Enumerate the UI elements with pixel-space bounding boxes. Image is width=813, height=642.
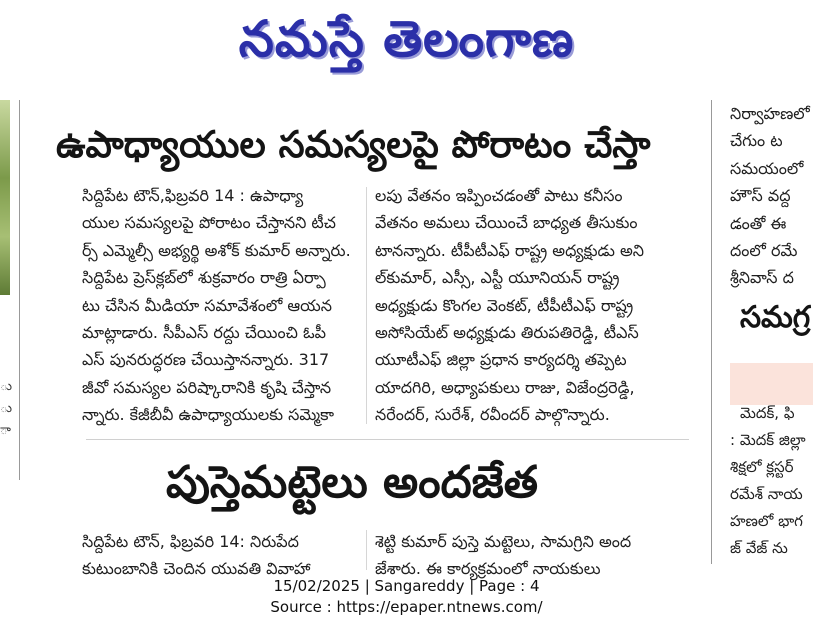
article-line: జ్ వేజ్ ను bbox=[730, 539, 788, 557]
left-photo-strip bbox=[0, 100, 10, 295]
article-line: యూటీఎఫ్ జిల్లా ప్రధాన కార్యదర్శి తప్పెట bbox=[375, 350, 627, 370]
article-line: అసోసియేట్ అధ్యక్షుడు తిరుపతిరెడ్డి, టీఎస్ bbox=[375, 323, 639, 343]
article-line: మాట్లాడారు. సీపీఎస్ రద్దు చేయించి ఓపీ bbox=[82, 323, 327, 343]
article-line: శిక్షలో క్లస్టర్ bbox=[730, 458, 794, 476]
edition-info: 15/02/2025 | Sangareddy | Page : 4 bbox=[273, 577, 540, 595]
article-line: టు చేసిన మీడియా సమావేశంలో ఆయన bbox=[82, 295, 332, 315]
article-line: అధ్యక్షుడు కొంగల వెంకట్, టీపీటీఎఫ్ రాష్ట్ర bbox=[375, 295, 634, 315]
column-divider bbox=[366, 530, 367, 570]
article2-headline: పుస్తెమట్టెలు అందజేత bbox=[166, 457, 539, 508]
column-divider bbox=[366, 187, 367, 424]
article-line: ల్‌కుమార్, ఎస్సీ, ఎస్టీ యూనియన్ రాష్ట్ర bbox=[375, 268, 620, 288]
article-line: వేతనం అమలు చేయించే బాధ్యత తీసుకుం bbox=[375, 213, 638, 233]
article-line: న్నారు. కేజీబీవీ ఉపాధ్యాయులకు సమ్మెకా bbox=[82, 405, 334, 425]
right-column-headline: సమగ్ర bbox=[740, 300, 811, 335]
article-line: యుల సమస్యలపై పోరాటం చేస్తానని టీచ bbox=[82, 213, 336, 233]
article1-column-2 bbox=[375, 182, 681, 429]
article-line: కుటుంబానికి చెందిన యువతి వివాహా bbox=[82, 559, 311, 579]
right-column-fragment bbox=[730, 100, 813, 292]
article-line: జీవో సమస్యల పరిష్కారానికి కృషి చేస్తాన bbox=[82, 377, 332, 397]
article-line: : మెదక్ జిల్లా bbox=[730, 431, 806, 449]
highlight-box bbox=[730, 363, 813, 405]
article-line: రమేశ్ నాయ bbox=[730, 485, 803, 503]
article-line: సిద్దిపేట టౌన్, ఫిబ్రవరి 14: నిరుపేద bbox=[82, 532, 299, 551]
article-line: శెట్టి కుమార్ పుస్తె మట్టెలు, సామగ్రిని అంద bbox=[375, 532, 632, 551]
article2-column-1 bbox=[82, 528, 358, 583]
article-line: శ్రీనివాస్ ద bbox=[730, 268, 794, 288]
article-line: సిద్దిపేట ప్రెస్‌క్లబ్‌లో శుక్రవారం రాత్రి ఏర్పా bbox=[82, 268, 326, 288]
column-divider bbox=[711, 100, 712, 564]
masthead-title: నమస్తే తెలంగాణ bbox=[238, 10, 575, 68]
article-separator bbox=[86, 439, 689, 440]
article-line: మెదక్, ఫి bbox=[740, 404, 795, 422]
left-fragment-line: ు bbox=[0, 379, 13, 394]
article-line: యాదగిరి, అధ్యాపకులు రాజు, విజేంద్రరెడ్డి, bbox=[375, 377, 635, 397]
article-line: జేశారు. ఈ కార్యక్రమంలో నాయకులు bbox=[375, 559, 601, 579]
article2-column-2 bbox=[375, 528, 681, 583]
right-column-fragment-lower bbox=[730, 400, 813, 562]
article1-column-1 bbox=[82, 182, 358, 429]
column-divider bbox=[19, 100, 20, 480]
article-line: ఎస్ పునరుద్ధరణ చేయిస్తానన్నారు. 317 bbox=[82, 350, 330, 370]
article-line: లపు వేతనం ఇప్పించడంతో పాటు కనీసం bbox=[375, 186, 623, 205]
page-footer bbox=[0, 576, 813, 618]
article-line: సమయంలో bbox=[730, 158, 804, 178]
left-column-fragment bbox=[0, 376, 13, 442]
article-line: ర్స్ ఎమ్మెల్సీ అభ్యర్థి అశోక్ కుమార్ అన్నారు. bbox=[82, 240, 351, 260]
article1-headline: ఉపాధ్యాయుల సమస్యలపై పోరాటం చేస్తా bbox=[56, 123, 651, 166]
article-line: దంలో రమే bbox=[730, 241, 798, 261]
newspaper-page-clip bbox=[0, 100, 813, 579]
article-line: హణలో భాగ bbox=[730, 512, 803, 530]
article-line: నరేందర్, సురేశ్, రవీందర్ పాల్గొన్నారు. bbox=[375, 405, 610, 425]
newspaper-masthead bbox=[0, 0, 813, 78]
article-line: నిర్వాహణలో bbox=[730, 104, 810, 123]
article-line: సిద్దిపేట టౌన్,ఫిబ్రవరి 14 : ఉపాధ్యా bbox=[82, 186, 304, 205]
article-line: హౌస్ వద్ద bbox=[730, 186, 791, 206]
article-line: టానన్నారు. టీపీటీఎఫ్ రాష్ట్ర అధ్యక్షుడు అని bbox=[375, 240, 644, 260]
article-line: డంతో ఈ bbox=[730, 213, 787, 233]
left-fragment-line: ు bbox=[0, 401, 13, 416]
article-line: చేగుం ట bbox=[730, 131, 783, 151]
left-fragment-line: ా bbox=[0, 423, 11, 438]
source-link[interactable]: Source : https://epaper.ntnews.com/ bbox=[270, 598, 543, 616]
